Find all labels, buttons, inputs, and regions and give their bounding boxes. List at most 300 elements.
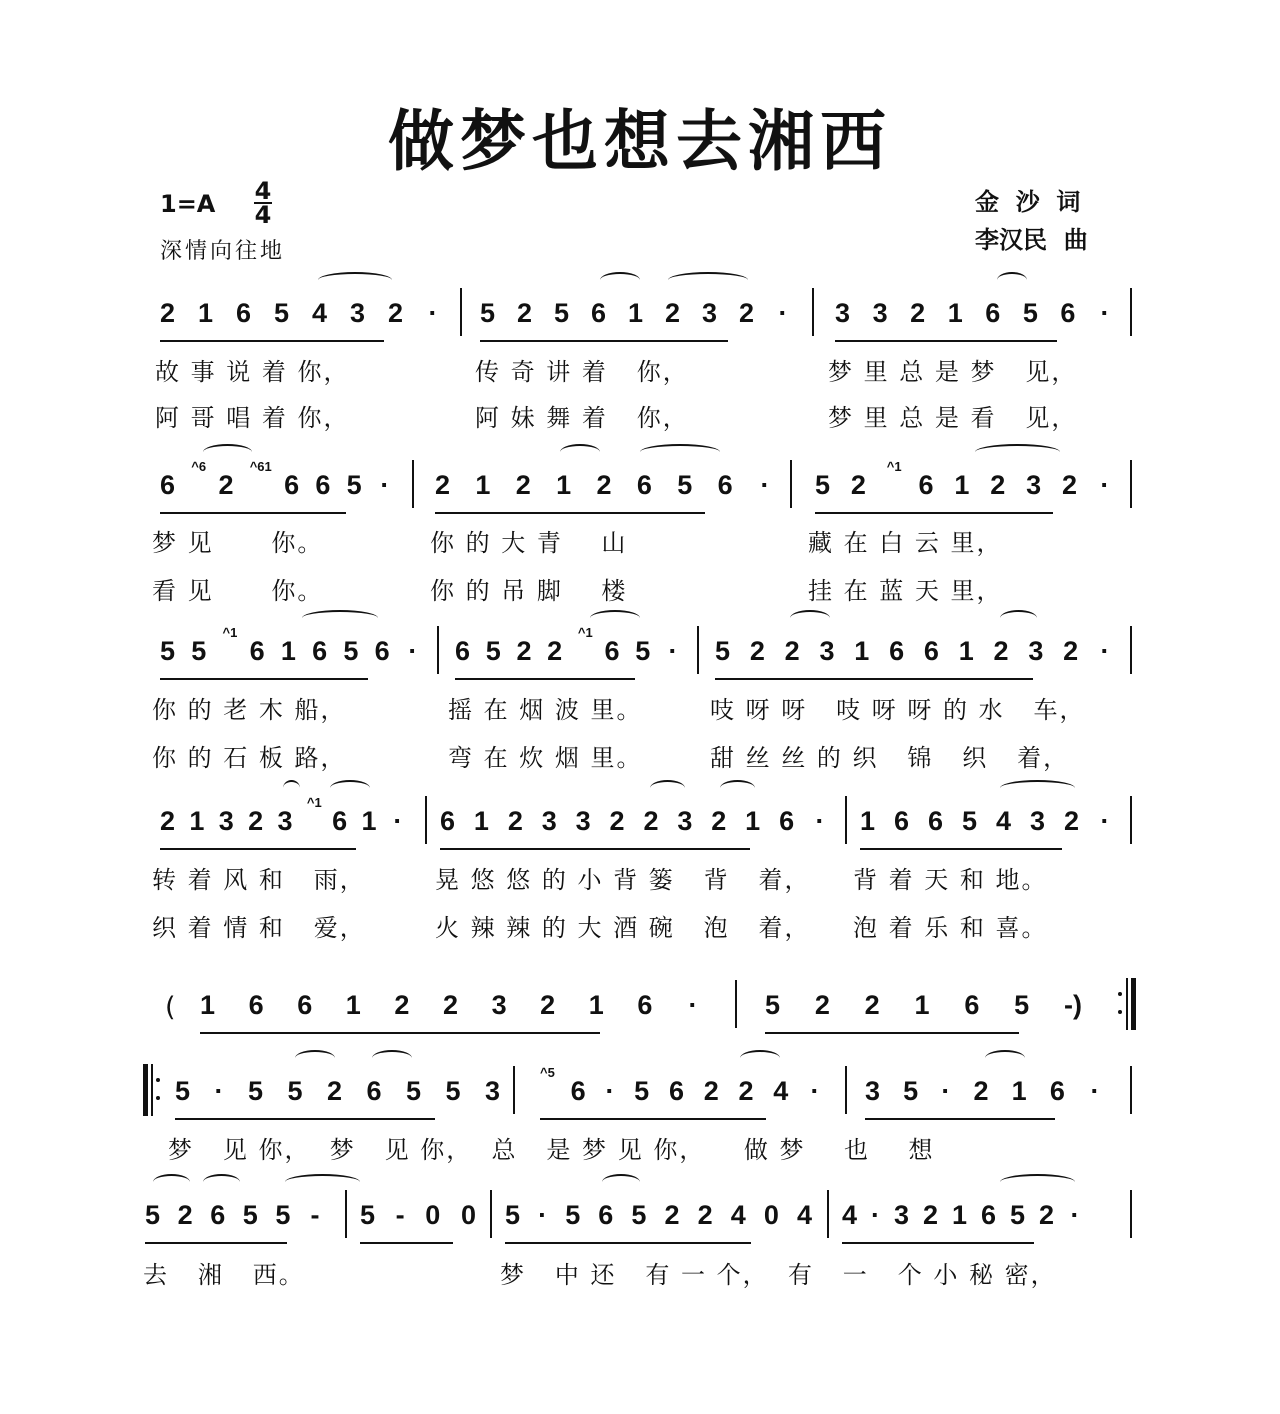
note: 5 bbox=[765, 990, 788, 1020]
lyric-line: 故 事 说 着 你， bbox=[155, 358, 350, 386]
beam-line bbox=[160, 848, 356, 850]
note: 5 bbox=[962, 806, 985, 836]
beam-line bbox=[160, 340, 384, 342]
measure bbox=[175, 1076, 500, 1116]
note: 1 bbox=[198, 298, 221, 328]
note: 2 bbox=[643, 806, 666, 836]
dash: -) bbox=[1063, 990, 1082, 1020]
beam-line bbox=[480, 340, 728, 342]
grace-note: ^1 bbox=[577, 625, 597, 640]
slur bbox=[318, 272, 392, 288]
note: 2 bbox=[394, 990, 417, 1020]
note: 2 bbox=[814, 990, 838, 1020]
lyric-line: 梦 中 还 有 一 个， 有 一 个 小 秘 密， bbox=[500, 1261, 1057, 1289]
note: 5 bbox=[715, 636, 738, 666]
note: 2 bbox=[177, 1200, 201, 1230]
note: 2 bbox=[596, 470, 620, 500]
note: 6 bbox=[249, 636, 273, 666]
measure bbox=[540, 1065, 822, 1116]
note: 3 bbox=[277, 806, 301, 836]
note: 6 bbox=[779, 806, 802, 836]
note: 5 bbox=[903, 1076, 926, 1106]
dot: · bbox=[760, 470, 770, 500]
grace-note: ^1 bbox=[222, 625, 241, 640]
open-parenthesis: ( bbox=[165, 992, 176, 1023]
beam-line bbox=[835, 340, 1057, 342]
note: 2 bbox=[703, 1076, 727, 1106]
barline bbox=[845, 1066, 847, 1114]
slur bbox=[1000, 780, 1075, 796]
dot: · bbox=[538, 1200, 555, 1230]
note: 0 bbox=[763, 1200, 787, 1230]
lyric-line: 挂 在 蓝 天 里， bbox=[808, 577, 1003, 605]
beam-line bbox=[505, 1242, 751, 1244]
note: 6 bbox=[889, 636, 912, 666]
note: 2 bbox=[738, 1076, 761, 1106]
barline bbox=[1130, 796, 1132, 844]
measure bbox=[505, 1200, 812, 1240]
lyric-line: 传 奇 讲 着 你， bbox=[475, 358, 689, 386]
note: 5 bbox=[485, 636, 509, 666]
slur bbox=[602, 1174, 640, 1190]
dot: · bbox=[941, 1076, 958, 1106]
note: 1 bbox=[588, 990, 612, 1020]
lyric-line: 甜 丝 丝 的 织 锦 织 着， bbox=[710, 744, 1070, 772]
time-top: 4 bbox=[254, 177, 272, 205]
note: 6 bbox=[598, 1200, 621, 1230]
note: 2 bbox=[749, 636, 773, 666]
note: 1 bbox=[951, 1200, 975, 1230]
measure bbox=[715, 636, 1112, 676]
beam-line bbox=[435, 512, 705, 514]
barline bbox=[345, 1190, 347, 1238]
note: 6 bbox=[1060, 298, 1083, 328]
note: 2 bbox=[990, 470, 1013, 500]
measure bbox=[815, 459, 1112, 510]
note: 1 bbox=[954, 470, 977, 500]
beam-line bbox=[455, 678, 635, 680]
repeat-start-sign bbox=[143, 1064, 163, 1116]
note: 3 bbox=[218, 806, 242, 836]
slur bbox=[372, 1050, 412, 1066]
note: 6 bbox=[236, 298, 259, 328]
note: 2 bbox=[864, 990, 888, 1020]
repeat-end-sign bbox=[1118, 978, 1138, 1030]
note: 5 bbox=[191, 636, 214, 666]
note: 2 bbox=[540, 990, 563, 1020]
measure bbox=[455, 625, 680, 676]
note: 0 bbox=[460, 1200, 476, 1230]
slur bbox=[153, 1174, 190, 1190]
slur bbox=[668, 272, 748, 288]
note: 1 bbox=[475, 470, 498, 500]
beam-line bbox=[715, 678, 1033, 680]
beam-line bbox=[160, 678, 368, 680]
dot: · bbox=[1100, 298, 1110, 328]
note: 6 bbox=[985, 298, 1008, 328]
note: 2 bbox=[973, 1076, 997, 1106]
note: 5 bbox=[274, 298, 297, 328]
song-title: 做梦也想去湘西 bbox=[388, 103, 892, 180]
lyric-line: 你 的 石 板 路， bbox=[152, 744, 347, 772]
beam-line bbox=[815, 512, 1053, 514]
barline bbox=[425, 796, 427, 844]
barline bbox=[827, 1190, 829, 1238]
note: 2 bbox=[1063, 636, 1086, 666]
measure bbox=[860, 806, 1112, 846]
beam-line bbox=[842, 1242, 1034, 1244]
note: 1 bbox=[361, 806, 385, 836]
barline bbox=[1130, 626, 1132, 674]
note: 6 bbox=[315, 470, 338, 500]
note: 6 bbox=[923, 636, 947, 666]
note: 2 bbox=[697, 1200, 721, 1230]
note: 2 bbox=[850, 470, 874, 500]
slur bbox=[740, 1050, 780, 1066]
note: 1 bbox=[189, 806, 212, 836]
note: 6 bbox=[918, 470, 942, 500]
note: 4 bbox=[730, 1200, 754, 1230]
dot: · bbox=[778, 298, 788, 328]
lyric-line: 去 湘 西。 bbox=[143, 1261, 305, 1289]
note: 5 bbox=[815, 470, 838, 500]
note: 2 bbox=[160, 298, 183, 328]
note: 2 bbox=[248, 806, 271, 836]
note: 2 bbox=[922, 1200, 946, 1230]
note: 1 bbox=[1011, 1076, 1035, 1106]
measure bbox=[145, 1200, 322, 1240]
note: 3 bbox=[835, 298, 858, 328]
note: 1 bbox=[958, 636, 982, 666]
measure bbox=[200, 990, 700, 1030]
lyric-line: 吱 呀 呀 吱 呀 呀 的 水 车， bbox=[710, 696, 1086, 724]
note: 5 bbox=[343, 636, 366, 666]
lyric-line: 你 的 老 木 船， bbox=[152, 696, 347, 724]
note: 5 bbox=[175, 1076, 198, 1106]
note: 1 bbox=[280, 636, 304, 666]
note: 5 bbox=[1009, 1200, 1033, 1230]
dot: · bbox=[1100, 470, 1110, 500]
note: 2 bbox=[1064, 806, 1087, 836]
dot: · bbox=[1070, 1200, 1080, 1230]
lyric-line: 阿 哥 唱 着 你， bbox=[155, 404, 350, 432]
note: 2 bbox=[547, 636, 570, 666]
lyric-line: 梦 里 总 是 看 见， bbox=[828, 404, 1078, 432]
dash: - bbox=[395, 1200, 413, 1230]
note: 6 bbox=[604, 636, 628, 666]
note: 3 bbox=[484, 1076, 500, 1106]
note: 5 bbox=[346, 470, 370, 500]
beam-line bbox=[200, 1032, 600, 1034]
lyric-line: 阿 妹 舞 着 你， bbox=[475, 404, 689, 432]
note: 1 bbox=[854, 636, 877, 666]
note: 6 bbox=[591, 298, 614, 328]
dot: · bbox=[380, 470, 390, 500]
key-signature: 1=A bbox=[160, 190, 216, 218]
note: 5 bbox=[445, 1076, 468, 1106]
lyric-line: 梦 里 总 是 梦 见， bbox=[828, 358, 1078, 386]
beam-line bbox=[145, 1242, 287, 1244]
note: 3 bbox=[872, 298, 896, 328]
note: 5 bbox=[145, 1200, 168, 1230]
lyric-line: 看 见 你。 bbox=[152, 577, 324, 605]
grace-note: ^6 bbox=[191, 459, 210, 474]
measure bbox=[160, 298, 440, 338]
note: 5 bbox=[242, 1200, 266, 1230]
slur bbox=[650, 780, 685, 796]
note: 2 bbox=[711, 806, 734, 836]
note: 5 bbox=[554, 298, 577, 328]
note: 5 bbox=[1014, 990, 1037, 1020]
dot: · bbox=[605, 1076, 622, 1106]
measure bbox=[160, 459, 392, 510]
note: 5 bbox=[247, 1076, 271, 1106]
lyric-line: 藏 在 白 云 里， bbox=[808, 529, 1003, 557]
note: 5 bbox=[360, 1200, 383, 1230]
slur bbox=[790, 610, 830, 626]
note: 6 bbox=[717, 470, 741, 500]
slur bbox=[285, 1174, 360, 1190]
note: 3 bbox=[1030, 806, 1053, 836]
measure bbox=[865, 1076, 1102, 1116]
note: 1 bbox=[556, 470, 579, 500]
dot: · bbox=[214, 1076, 231, 1106]
note: 3 bbox=[575, 806, 599, 836]
note: 6 bbox=[636, 470, 660, 500]
lyricist: 金 沙 词 bbox=[975, 188, 1081, 216]
note: 5 bbox=[565, 1200, 588, 1230]
note: 5 bbox=[631, 1200, 654, 1230]
note: 2 bbox=[609, 806, 633, 836]
barline bbox=[513, 1066, 515, 1114]
beam-line bbox=[540, 1118, 766, 1120]
barline bbox=[1130, 1066, 1132, 1114]
slur bbox=[720, 780, 755, 796]
lyric-line: 背 着 天 和 地。 bbox=[853, 866, 1048, 894]
note: 6 bbox=[668, 1076, 692, 1106]
barline bbox=[790, 460, 792, 508]
note: 1 bbox=[745, 806, 768, 836]
note: 2 bbox=[1062, 470, 1085, 500]
note: 2 bbox=[507, 806, 531, 836]
note: 5 bbox=[160, 636, 183, 666]
note: 1 bbox=[200, 990, 223, 1020]
note: 6 bbox=[366, 1076, 389, 1106]
note: 3 bbox=[893, 1200, 917, 1230]
grace-note: ^1 bbox=[886, 459, 906, 474]
barline bbox=[697, 626, 699, 674]
note: 3 bbox=[819, 636, 842, 666]
note: 6 bbox=[894, 806, 917, 836]
slur bbox=[590, 610, 640, 626]
note: 1 bbox=[628, 298, 651, 328]
note: 6 bbox=[570, 1076, 594, 1106]
slur bbox=[1000, 1174, 1075, 1190]
lyric-line: 转 着 风 和 雨， bbox=[152, 866, 366, 894]
barline bbox=[412, 460, 414, 508]
dot: · bbox=[668, 636, 678, 666]
slur bbox=[302, 610, 378, 626]
dot: · bbox=[815, 806, 825, 836]
note: 4 bbox=[842, 1200, 865, 1230]
lyric-line: 织 着 情 和 爱， bbox=[152, 914, 366, 942]
note: 3 bbox=[1026, 470, 1049, 500]
slur bbox=[203, 1174, 240, 1190]
slur bbox=[985, 1050, 1025, 1066]
note: 3 bbox=[865, 1076, 888, 1106]
note: 5 bbox=[634, 1076, 657, 1106]
dot: · bbox=[393, 806, 403, 836]
barline bbox=[1130, 288, 1132, 336]
measure bbox=[360, 1200, 476, 1240]
dot: · bbox=[688, 990, 698, 1020]
note: 0 bbox=[425, 1200, 448, 1230]
note: 6 bbox=[248, 990, 272, 1020]
grace-note: ^5 bbox=[540, 1065, 559, 1080]
measure bbox=[835, 298, 1112, 338]
beam-line bbox=[360, 1242, 453, 1244]
note: 2 bbox=[516, 636, 539, 666]
note: 5 bbox=[275, 1200, 298, 1230]
barline bbox=[437, 626, 439, 674]
slur bbox=[997, 272, 1027, 288]
note: 6 bbox=[440, 806, 463, 836]
lyric-line: 泡 着 乐 和 喜。 bbox=[853, 914, 1048, 942]
note: 6 bbox=[637, 990, 660, 1020]
note: 2 bbox=[664, 1200, 688, 1230]
note: 5 bbox=[677, 470, 700, 500]
note: 3 bbox=[677, 806, 700, 836]
dot: · bbox=[1100, 806, 1110, 836]
note: 6 bbox=[964, 990, 987, 1020]
note: 4 bbox=[312, 298, 335, 328]
note: 5 bbox=[405, 1076, 429, 1106]
slur bbox=[1000, 610, 1037, 626]
time-signature bbox=[254, 177, 272, 229]
note: 6 bbox=[210, 1200, 233, 1230]
beam-line bbox=[440, 848, 750, 850]
note: 6 bbox=[455, 636, 478, 666]
note: 2 bbox=[784, 636, 808, 666]
note: 6 bbox=[312, 636, 335, 666]
time-bottom: 4 bbox=[254, 201, 272, 229]
dot: · bbox=[408, 636, 418, 666]
dot: · bbox=[810, 1076, 820, 1106]
note: 6 bbox=[980, 1200, 1004, 1230]
beam-line bbox=[860, 848, 1062, 850]
note: 2 bbox=[160, 806, 183, 836]
note: 1 bbox=[345, 990, 369, 1020]
slur bbox=[295, 1050, 335, 1066]
barline bbox=[812, 288, 814, 336]
note: 4 bbox=[796, 1200, 812, 1230]
grace-note: ^1 bbox=[306, 795, 326, 810]
lyric-line: 火 辣 辣 的 大 酒 碗 泡 着， bbox=[435, 914, 811, 942]
note: 3 bbox=[541, 806, 565, 836]
note: 1 bbox=[914, 990, 938, 1020]
note: 2 bbox=[1038, 1200, 1062, 1230]
note: 1 bbox=[947, 298, 971, 328]
note: 2 bbox=[910, 298, 933, 328]
measure bbox=[765, 990, 1082, 1030]
slur bbox=[283, 780, 300, 796]
lyric-line: 梦 见 你。 bbox=[152, 529, 324, 557]
note: 6 bbox=[374, 636, 398, 666]
measure bbox=[440, 806, 827, 846]
measure bbox=[842, 1200, 1082, 1240]
slur bbox=[560, 444, 600, 460]
note: 3 bbox=[1028, 636, 1051, 666]
note: 6 bbox=[1049, 1076, 1073, 1106]
note: 2 bbox=[515, 470, 539, 500]
note: 2 bbox=[435, 470, 458, 500]
lyric-line: 晃 悠 悠 的 小 背 篓 背 着， bbox=[435, 866, 811, 894]
note: 5 bbox=[505, 1200, 528, 1230]
note: 6 bbox=[160, 470, 183, 500]
note: 2 bbox=[739, 298, 762, 328]
lyric-line: 你 的 大 青 山 bbox=[430, 529, 628, 557]
note: 3 bbox=[491, 990, 515, 1020]
beam-line bbox=[765, 1032, 1019, 1034]
slur bbox=[330, 780, 370, 796]
measure bbox=[480, 298, 790, 338]
barline bbox=[845, 796, 847, 844]
note: 2 bbox=[993, 636, 1017, 666]
beam-line bbox=[865, 1118, 1055, 1120]
measure bbox=[160, 625, 420, 676]
note: 1 bbox=[473, 806, 497, 836]
slur bbox=[600, 272, 640, 288]
note: 4 bbox=[773, 1076, 796, 1106]
composer: 李汉民 曲 bbox=[975, 226, 1088, 254]
barline bbox=[735, 980, 737, 1028]
tempo-marking: 深情向往地 bbox=[160, 239, 286, 264]
note: 2 bbox=[665, 298, 688, 328]
slur bbox=[203, 444, 252, 460]
note: 6 bbox=[332, 806, 355, 836]
note: 5 bbox=[480, 298, 503, 328]
beam-line bbox=[160, 512, 346, 514]
beam-line bbox=[175, 1118, 435, 1120]
barline bbox=[490, 1190, 492, 1238]
grace-note: ^61 bbox=[249, 459, 276, 474]
dot: · bbox=[1100, 636, 1110, 666]
note: 2 bbox=[326, 1076, 350, 1106]
note: 2 bbox=[442, 990, 466, 1020]
barline bbox=[1130, 1190, 1132, 1238]
slur bbox=[640, 444, 720, 460]
dot: · bbox=[871, 1200, 888, 1230]
note: 3 bbox=[702, 298, 725, 328]
measure bbox=[160, 795, 405, 846]
note: 2 bbox=[517, 298, 540, 328]
dot: · bbox=[428, 298, 438, 328]
note: 6 bbox=[284, 470, 307, 500]
barline bbox=[1130, 460, 1132, 508]
note: 5 bbox=[287, 1076, 310, 1106]
note: 1 bbox=[860, 806, 883, 836]
lyric-line: 弯 在 炊 烟 里。 bbox=[448, 744, 643, 772]
measure bbox=[435, 470, 772, 510]
slur bbox=[975, 444, 1060, 460]
note: 2 bbox=[388, 298, 411, 328]
note: 3 bbox=[350, 298, 373, 328]
dot: · bbox=[1090, 1076, 1100, 1106]
note: 4 bbox=[996, 806, 1019, 836]
lyric-line: 梦 见 你， 梦 见 你， 总 是 梦 见 你， 做 梦 也 想 bbox=[168, 1136, 935, 1164]
note: 2 bbox=[218, 470, 241, 500]
note: 6 bbox=[297, 990, 320, 1020]
